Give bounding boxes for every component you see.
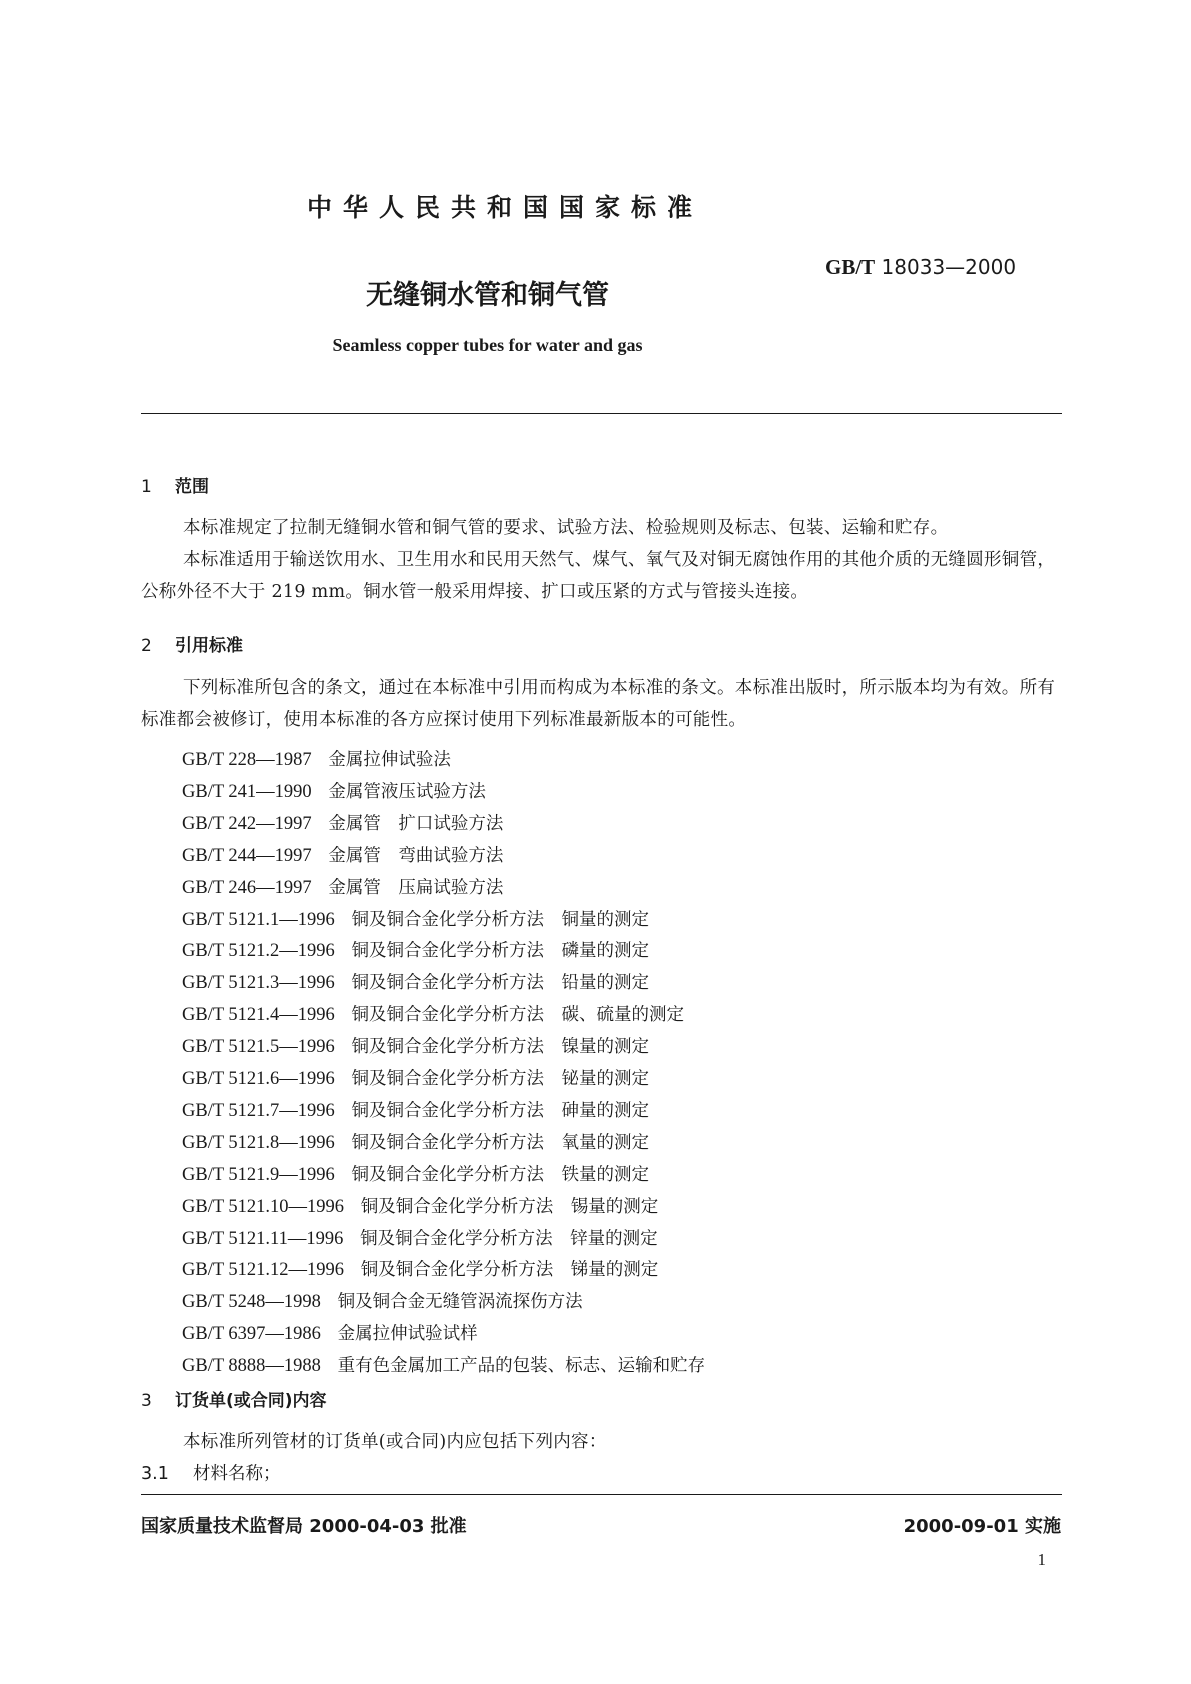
reference-gap bbox=[335, 1037, 352, 1057]
reference-item bbox=[182, 969, 649, 994]
reference-code: GB/T 6397—1986 bbox=[182, 1324, 321, 1345]
document-title: 无缝铜水管和铜气管 bbox=[366, 280, 609, 311]
reference-gap bbox=[335, 941, 352, 961]
reference-gap bbox=[343, 1229, 360, 1249]
reference-gap bbox=[321, 1324, 338, 1344]
reference-item bbox=[182, 1288, 583, 1313]
reference-code: GB/T 5121.3—1996 bbox=[182, 973, 335, 994]
reference-gap bbox=[344, 1197, 361, 1217]
reference-code: GB/T 242—1997 bbox=[182, 813, 312, 834]
reference-code: GB/T 8888—1988 bbox=[182, 1356, 321, 1377]
reference-item bbox=[182, 746, 451, 771]
reference-item bbox=[182, 937, 649, 962]
section-3-heading bbox=[141, 1386, 327, 1411]
section-number: 2 bbox=[141, 636, 152, 656]
reference-title: 铜及铜合金化学分析方法 锑量的测定 bbox=[360, 1260, 659, 1281]
reference-code: GB/T 5121.11—1996 bbox=[182, 1228, 344, 1249]
section-1-paragraph-2: 本标准适用于输送饮用水、卫生用水和民用天然气、煤气、氧气及对铜无腐蚀作用的其他介质的无缝圆形铜管，公称外径不大于 219 mm。铜水管一般采用焊接、扩口或压紧的方式与管接头连接。 bbox=[141, 550, 1056, 602]
section-title: 范围 bbox=[175, 477, 209, 497]
reference-item bbox=[182, 1065, 649, 1090]
reference-gap bbox=[321, 1356, 338, 1376]
reference-item bbox=[182, 1193, 658, 1218]
reference-gap bbox=[335, 1005, 352, 1025]
reference-code: GB/T 5121.9—1996 bbox=[182, 1164, 335, 1185]
header-divider bbox=[141, 413, 1062, 414]
section-3-paragraph-1: 本标准所列管材的订货单(或合同)内应包括下列内容： bbox=[183, 1432, 607, 1452]
reference-gap bbox=[312, 814, 329, 834]
reference-title: 铜及铜合金化学分析方法 镍量的测定 bbox=[351, 1037, 650, 1058]
reference-gap bbox=[335, 1101, 352, 1121]
reference-title: 铜及铜合金化学分析方法 锡量的测定 bbox=[360, 1196, 659, 1217]
reference-title: 铜及铜合金化学分析方法 锌量的测定 bbox=[360, 1228, 658, 1249]
standard-prefix: GB/T bbox=[825, 255, 876, 279]
reference-code: GB/T 5121.5—1996 bbox=[182, 1037, 335, 1058]
reference-code: GB/T 5121.7—1996 bbox=[182, 1100, 335, 1121]
reference-gap bbox=[335, 1133, 352, 1153]
english-title: Seamless copper tubes for water and gas bbox=[332, 335, 643, 355]
reference-code: GB/T 246—1997 bbox=[182, 877, 312, 898]
reference-item bbox=[182, 1097, 649, 1122]
reference-gap bbox=[335, 1069, 352, 1089]
section-title: 引用标准 bbox=[175, 636, 243, 656]
reference-code: GB/T 241—1990 bbox=[182, 781, 312, 802]
reference-item bbox=[182, 778, 486, 803]
reference-title: 金属拉伸试验法 bbox=[328, 750, 451, 770]
reference-code: GB/T 5121.1—1996 bbox=[182, 909, 335, 930]
reference-title: 铜及铜合金无缝管涡流探伤方法 bbox=[337, 1292, 583, 1313]
reference-code: GB/T 5248—1998 bbox=[182, 1292, 321, 1313]
reference-item bbox=[182, 1256, 658, 1281]
section-2-heading bbox=[141, 631, 243, 656]
reference-gap bbox=[312, 878, 329, 898]
reference-item bbox=[182, 1225, 658, 1250]
reference-item bbox=[182, 1001, 684, 1026]
reference-code: GB/T 5121.10—1996 bbox=[182, 1196, 345, 1217]
reference-code: GB/T 5121.8—1996 bbox=[182, 1132, 335, 1153]
national-standard-heading: 中华人民共和国国家标准 bbox=[306, 193, 703, 222]
reference-item bbox=[182, 1352, 705, 1377]
reference-item bbox=[182, 842, 503, 867]
reference-title: 铜及铜合金化学分析方法 铅量的测定 bbox=[351, 973, 650, 994]
reference-title: 铜及铜合金化学分析方法 氧量的测定 bbox=[351, 1132, 650, 1153]
reference-code: GB/T 5121.4—1996 bbox=[182, 1005, 335, 1026]
reference-gap bbox=[344, 1260, 361, 1280]
reference-title: 铜及铜合金化学分析方法 铁量的测定 bbox=[351, 1164, 650, 1185]
reference-item bbox=[182, 874, 503, 899]
reference-item bbox=[182, 906, 649, 931]
reference-title: 铜及铜合金化学分析方法 铋量的测定 bbox=[351, 1069, 650, 1089]
footer-divider bbox=[141, 1494, 1062, 1495]
reference-code: GB/T 5121.2—1996 bbox=[182, 941, 335, 962]
reference-gap bbox=[335, 973, 352, 993]
approval-statement: 国家质量技术监督局 2000-04-03 批准 bbox=[141, 1516, 467, 1537]
section-title: 订货单(或合同)内容 bbox=[175, 1391, 327, 1411]
reference-title: 铜及铜合金化学分析方法 砷量的测定 bbox=[351, 1100, 650, 1121]
reference-code: GB/T 5121.12—1996 bbox=[182, 1260, 345, 1281]
reference-item bbox=[182, 810, 503, 835]
reference-item bbox=[182, 1320, 478, 1345]
reference-gap bbox=[321, 1292, 338, 1312]
section-number: 1 bbox=[141, 477, 152, 497]
reference-title: 铜及铜合金化学分析方法 碳、硫量的测定 bbox=[351, 1005, 685, 1026]
reference-item bbox=[182, 1161, 649, 1186]
effective-date: 2000-09-01 实施 bbox=[903, 1516, 1061, 1537]
reference-title: 重有色金属加工产品的包装、标志、运输和贮存 bbox=[337, 1356, 706, 1377]
reference-gap bbox=[312, 782, 329, 802]
reference-title: 铜及铜合金化学分析方法 铜量的测定 bbox=[351, 909, 650, 930]
section-1-heading bbox=[141, 472, 209, 497]
reference-code: GB/T 228—1987 bbox=[182, 750, 312, 770]
clause-text: 材料名称； bbox=[193, 1464, 281, 1484]
page-number: 1 bbox=[1037, 1550, 1046, 1569]
clause-3-1 bbox=[141, 1460, 281, 1485]
clause-number: 3.1 bbox=[141, 1464, 169, 1484]
reference-item bbox=[182, 1033, 649, 1058]
reference-title: 金属管 弯曲试验方法 bbox=[328, 845, 504, 866]
reference-gap bbox=[335, 1165, 352, 1185]
reference-gap bbox=[312, 846, 329, 866]
reference-title: 铜及铜合金化学分析方法 磷量的测定 bbox=[351, 941, 650, 962]
reference-title: 金属管 压扁试验方法 bbox=[328, 877, 504, 898]
reference-gap bbox=[312, 750, 329, 770]
standard-number-value: 18033—2000 bbox=[881, 255, 1017, 279]
section-1-paragraph-1: 本标准规定了拉制无缝铜水管和铜气管的要求、试验方法、检验规则及标志、包装、运输和贮存。 bbox=[183, 518, 949, 538]
reference-gap bbox=[335, 910, 352, 930]
reference-item bbox=[182, 1129, 649, 1154]
reference-code: GB/T 5121.6—1996 bbox=[182, 1069, 335, 1089]
reference-title: 金属管液压试验方法 bbox=[328, 781, 486, 802]
reference-code: GB/T 244—1997 bbox=[182, 845, 312, 866]
reference-title: 金属管 扩口试验方法 bbox=[328, 813, 504, 834]
reference-title: 金属拉伸试验试样 bbox=[337, 1324, 478, 1345]
section-2-paragraph-1: 下列标准所包含的条文，通过在本标准中引用而构成为本标准的条文。本标准出版时，所示版本均为有效。所有标准都会被修订，使用本标准的各方应探讨使用下列标准最新版本的可能性。 bbox=[141, 678, 1056, 730]
section-number: 3 bbox=[141, 1391, 152, 1411]
